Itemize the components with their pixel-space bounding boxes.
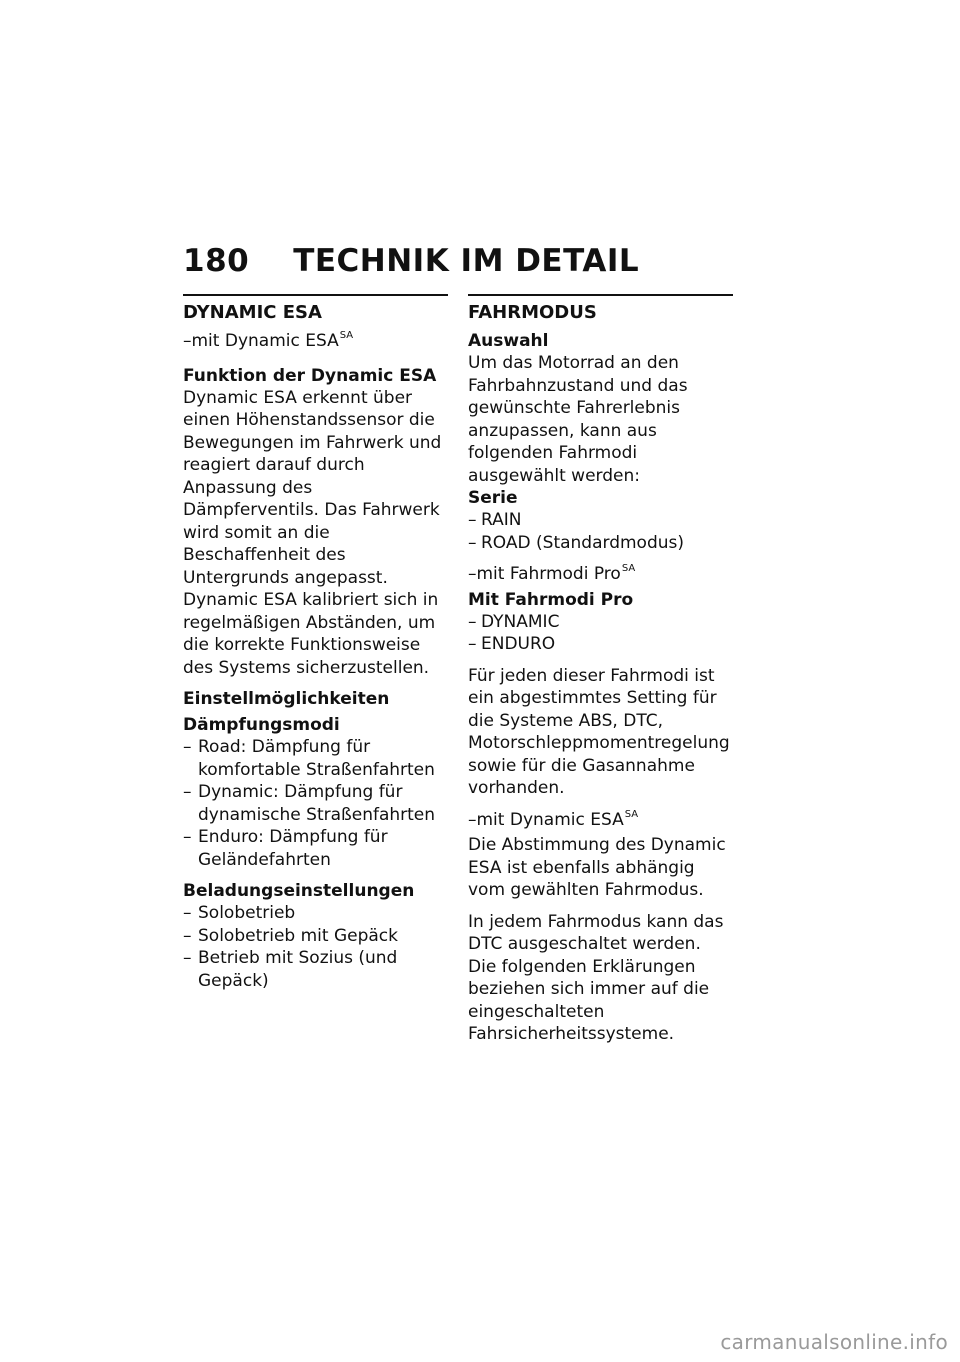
load-heading: Beladungseinstellungen [183,881,415,901]
list-item: – Betrieb mit Sozius (und Gepäck) [183,947,448,992]
selection-paragraph: Um das Motorrad an den Fahrbahnzustand und das gewünschte Fahrerlebnis anzupassen, kann aus folgenden Fahrmodi ausgewählt werden: [468,353,688,486]
list-item: – Solobetrieb [183,902,448,925]
list-item: – Dynamic: Dämpfung für dynamische Straßenfahrten [183,781,448,826]
pro-heading: Mit Fahrmodi Pro [468,589,634,610]
load-list [183,902,448,992]
chapter-title: TECHNIK IM DETAIL [293,243,640,279]
requirement-fahrmodi-pro: –mit Fahrmodi Pro$^{SA}$ [468,563,636,584]
modes-paragraph: Für jeden dieser Fahrmodi ist ein abgestimmtes Setting für die Systeme ABS, DTC, Motorschleppmomentregelung sowie für die Gasannahme vorhanden. [468,665,730,798]
selection-heading: Auswahl [468,331,549,351]
settings-heading: Einstellmöglichkeiten [183,689,390,709]
sa-badge: SA [621,563,636,574]
esa-paragraph: Die Abstimmung des Dynamic ESA ist ebenfalls abhängig vom gewählten Fahrmodus. [468,835,726,900]
function-paragraph-1: Dynamic ESA erkennt über einen Höhenstandssensor die Bewegungen im Fahrwerk und reagiert darauf durch Anpassung des Dämpferventils. Das Fahrwerk wird somit an die Beschaffenheit des Untergrunds angepasst. [183,387,442,588]
sa-badge: SA [339,330,354,341]
list-item: – ROAD (Standardmodus) [468,532,733,555]
watermark: carmanualsonline.info [720,1330,948,1354]
section-title-dynamic-esa: DYNAMIC ESA [183,302,322,323]
left-column [183,294,448,992]
requirement-dynamic-esa: –mit Dynamic $ESA^{SA}$ [183,330,354,351]
section-divider [468,294,733,296]
series-heading: Serie [468,488,518,508]
damping-heading: Dämpfungsmodi [183,715,340,735]
list-item: – Enduro: Dämpfung für Geländefahrten [183,826,448,871]
list-item: – Road: Dämpfung für komfortable Straßenfahrten [183,736,448,781]
list-item: – RAIN [468,509,733,532]
list-item: – Solobetrieb mit Gepäck [183,925,448,948]
section-divider [183,294,448,296]
sa-badge: SA [624,808,639,820]
requirement-dynamic-esa-2: –mit Dynamic $ESA^{SA}$ [468,808,639,830]
function-heading: Funktion der Dynamic ESA [183,365,437,386]
pro-list [468,611,733,656]
page-number: 180 [183,243,250,279]
damping-list [183,736,448,871]
dtc-paragraph: In jedem Fahrmodus kann das DTC ausgeschaltet werden. Die folgenden Erklärungen beziehen sich immer auf die eingeschalteten Fahrsicherheitssysteme. [468,911,724,1044]
page-header [183,243,639,279]
section-title-fahrmodus: FAHRMODUS [468,302,597,323]
right-column [468,294,733,1046]
list-item: – ENDURO [468,633,733,656]
series-list [468,509,733,554]
function-paragraph-2: Dynamic ESA kalibriert sich in regelmäßigen Abständen, um die korrekte Funktionsweise des Systems sicherzustellen. [183,590,439,678]
list-item: – DYNAMIC [468,611,733,634]
